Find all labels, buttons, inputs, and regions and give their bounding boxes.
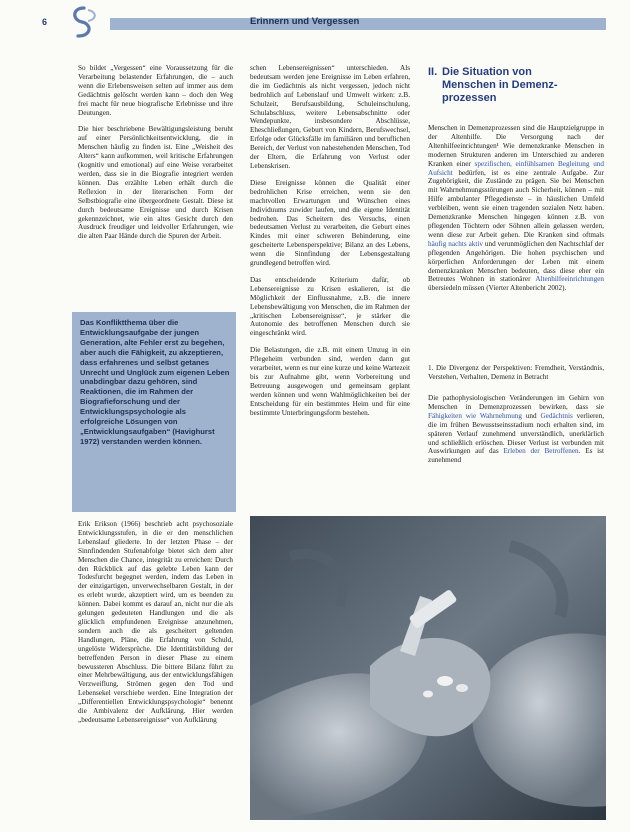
text-run: bedürfen, ist es eine zentrale Aufgabe. Zur Zugehörigkeit, die Zustände zu prägen. Sie bei Menschen mit Wahrnehmungsstörungen auch Sicherheit, können – mit Hilfe ambulanter Pflegedienste – in häuslichen Umfeld verbleiben, wenn sie einen tragenden sozialen Netz haben. Demenzkranke Menschen hingegen können z.B. von pflegenden Töchtern oder Söhnen allein gelassen werden, wenn diese zur Arbeit gehen. Die Kranken sind oftmals <box>428 168 604 239</box>
paragraph: Diese Ereignisse können die Qualität einer bedrohlichen Krise erreichen, wenn sie den machtvollen Erwartungen und Wünschen eines Individuums zuwider laufen, und die eigene Identität bedrohen. Das Scheitern des Versuchs, einen bedeutsamen Verlust zu verarbeiten, die Geburt eines Kindes mit einer schweren Behinderung, eine gescheiterte Lebensperspektive; Bilanz an des Lebens, wenn die Sinnfindung der Lebensgestaltung grundlegend betroffen wird. <box>250 178 410 268</box>
paragraph <box>428 394 604 465</box>
paragraph: schen Lebensereignissen“ unterschieden. Als bedeutsam werden jene Ereignisse im Leben erfahren, die im Gedächtnis als nicht vergessen, jedoch nicht bedrohlich auf Lebenslauf und Umwelt wirken: z.B. Schulzeit, Berufsausbildung, Schuleinschulung, Schulabschluss, weitere Lebensabschnitte oder Wendepunkte, insbesondere Abschlüsse, Eheschließungen, Geburt von Kindern, Berufswechsel, Erfolge oder Glücksfälle im familiären und beruflichen Bereich, der Verlust von nahestehenden Menschen, Tod der Eltern, die Erfahrung von Verlust oder Lebenskrisen. <box>250 64 410 170</box>
highlight-text: Erleben der Betroffenen <box>503 447 579 456</box>
highlight-text: häufig nachts aktiv <box>428 239 483 248</box>
paragraph: Die hier beschriebene Bewältigungsleistung beruht auf einer Persönlichkeitsentwicklung, die in Menschen häufig zu finden ist. Eine „Weisheit des Alters“ kann aufkommen, weil kritische Erfahrungen (kognitiv und emotional) auf eine Weise verarbeitet werden, dass sie in die Biografie integriert werden können. Das erzählte Leben erhält durch die Reflexion in der literarischen Form der Selbstbiografie eine übergeordnete Gestalt. Diese ist durch bedeutsame Ereignisse und durch Krisen gekennzeichnet, wie ein altes Gesicht durch den Ausdruck freudiger und leidvoller Erfahrungen, wie die alten Paar Hände durch die Spuren der Arbeit. <box>78 125 233 241</box>
column-3-text <box>428 124 604 301</box>
text-run: . Es ist zunehmend <box>428 447 604 465</box>
chapter-logo-icon <box>64 6 108 38</box>
column-1-text <box>78 64 233 249</box>
highlight-text: Gedächtnis <box>540 411 573 420</box>
hands-image <box>250 516 606 820</box>
highlight-text: Altenhilfeeinrichtungen <box>535 275 604 284</box>
text-run: und verunmöglichen den Nachtschlaf der pflegenden Angehörigen. Die hohen psychischen und körperlichen Anforderungen der Leben mit einem demenzkranken Menschen bedeuten, dass diese eher ein Betreutes Wohnen in stationärer <box>428 239 604 284</box>
section-number: II. <box>428 66 438 78</box>
paragraph: Die Belastungen, die z.B. mit einem Umzug in ein Pflegeheim verbunden sind, werden dann gut verarbeitet, wenn es nur eine kurze und keine Wartezeit bis zur Aufnahme gibt, wenn Vorbereitung und Betreuung ausgewogen und gemeinsam geplant werden können und wenn Wahlmöglichkeiten bei der Entscheidung für ein bestimmtes Heim und für eine bestimmte Unterbringungsform bestehen. <box>250 346 410 417</box>
text-run: und <box>522 411 541 420</box>
text-run: Die pathophysiologischen Veränderungen im Gehirn von Menschen in Demenzprozessen bewirken, dass sie <box>428 394 604 411</box>
section-heading <box>428 66 604 105</box>
paragraph: Das entscheidende Kriterium dafür, ob Lebensereignisse zu Krisen eskalieren, ist die Möglichkeit der Einflussnahme, z.B. die innere Lebensbewältigung von Menschen, die im Rahmen der „kritischen Lebensereignisse“, je stärker die Autonomie des betroffenen Menschen durch sie eingeschränkt wird. <box>250 275 410 338</box>
section-title-line: Menschen in Demenz- <box>442 79 558 91</box>
column-2-text <box>250 64 410 426</box>
column-3-lower-text <box>428 394 604 473</box>
paragraph: Erik Erikson (1966) beschrieb acht psychosoziale Entwicklungsstufen, in die er den menschlichen Lebenslauf gliederte. In der letzten Phase – der Sinnfindenden Stufenabfolge bietet sich dem alter Menschen die Chance, integrität zu erreichen: Durch den Rückblick auf das gelebte Leben kann der Todesfurcht begegnet werden, indem das Leben in der einzigartigen, unverwechselbaren Gestalt, in der es erlebt wurde, akzeptiert wird, um es beenden zu können. Dabei kommt es darauf an, nicht nur die als gelungen gedeuteten Handlungen und die als glücklich empfundenen Ereignisse anzunehmen, sondern auch die als gescheitert geltenden Handlungen, Pläne, die Erfahrung von Schuld, ungelöste Widersprüche. Die Identitätsbildung der betreffenden Person in dieser Phase zu einem bewussteren Abschluss. Die bittere Bilanz führt zu einer Mehrbewältigung, aus der entwicklungsfähigen Verzweiflung, Strömen gegen den Tod und Lebensekel verschiebe werden. Eine Integration der „Differentiellen Entwicklungspsychologie“ benennt die Ambivalenz der Aufklärung. Hier werden „bedeutsame Lebensereignisse“ von Aufklärung <box>78 520 233 724</box>
running-header-title: Erinnern und Vergessen <box>250 16 360 27</box>
column-1-lower-text <box>78 520 233 733</box>
paragraph: So bildet „Vergessen“ eine Voraussetzung für die Verarbeitung belastender Erfahrungen, die – auch wenn die Erlebensweisen selten auf immer aus dem Gedächtnis gelöscht werden kann – doch den Weg frei macht für neue biografische Erlebnisse und ihre Deutungen. <box>78 64 233 117</box>
callout-text: Das Konfliktthema über die Entwicklungsaufgabe der jungen Generation, alte Fehler erst zu begehen, aber auch die Fähigkeit, zu akzeptieren, dass erfahrenes und selbst getanes Unrecht und Unglück zum eigenen Leben unabdingbar dazu gehören, sind Reaktionen, die im Rahmen der Biografieforschung und der Entwicklungspsychologie als erfolgreiche Lösungen von „Entwicklungsaufgaben“ (Havighurst 1972) verstanden werden können. <box>80 318 230 446</box>
text-run: übersiedeln müssen (Vierter Altenbericht 2002). <box>428 284 567 293</box>
page-number: 6 <box>42 17 48 27</box>
list-item: 1. Die Divergenz der Perspektiven: Fremdheit, Verständnis, Verstehen, Verhalten, Demenz in Betracht <box>428 364 604 381</box>
section-title-line: prozessen <box>442 92 497 104</box>
photo-hands-with-pills <box>250 516 606 820</box>
highlight-text: spezifischen, einfühlsamen Begleitung und Aufsicht <box>428 159 604 177</box>
section-title-line: Die Situation von <box>442 66 532 78</box>
text-run: Menschen in Demenzprozessen sind die Hauptzielgruppe in der Altenhilfe. Die Versorgung nach der Altenhilfeeinrichtungen¹ Wie demenzkranke Menschen in modernen Strukturen anderen im Unterschied zu anderen Kranken einer <box>428 124 604 168</box>
highlight-text: Fähigkeiten wie Wahrnehmung <box>428 411 522 420</box>
text-run: verlieren, die im frühen Bewusstseinsstadium noch erhalten sind, im späteren Verlauf zunehmend unverständlich, unerklärlich und schließlich erlöschen. Dieser Verlust ist verbunden mit Auswirkungen auf das <box>428 411 604 456</box>
paragraph <box>428 124 604 293</box>
